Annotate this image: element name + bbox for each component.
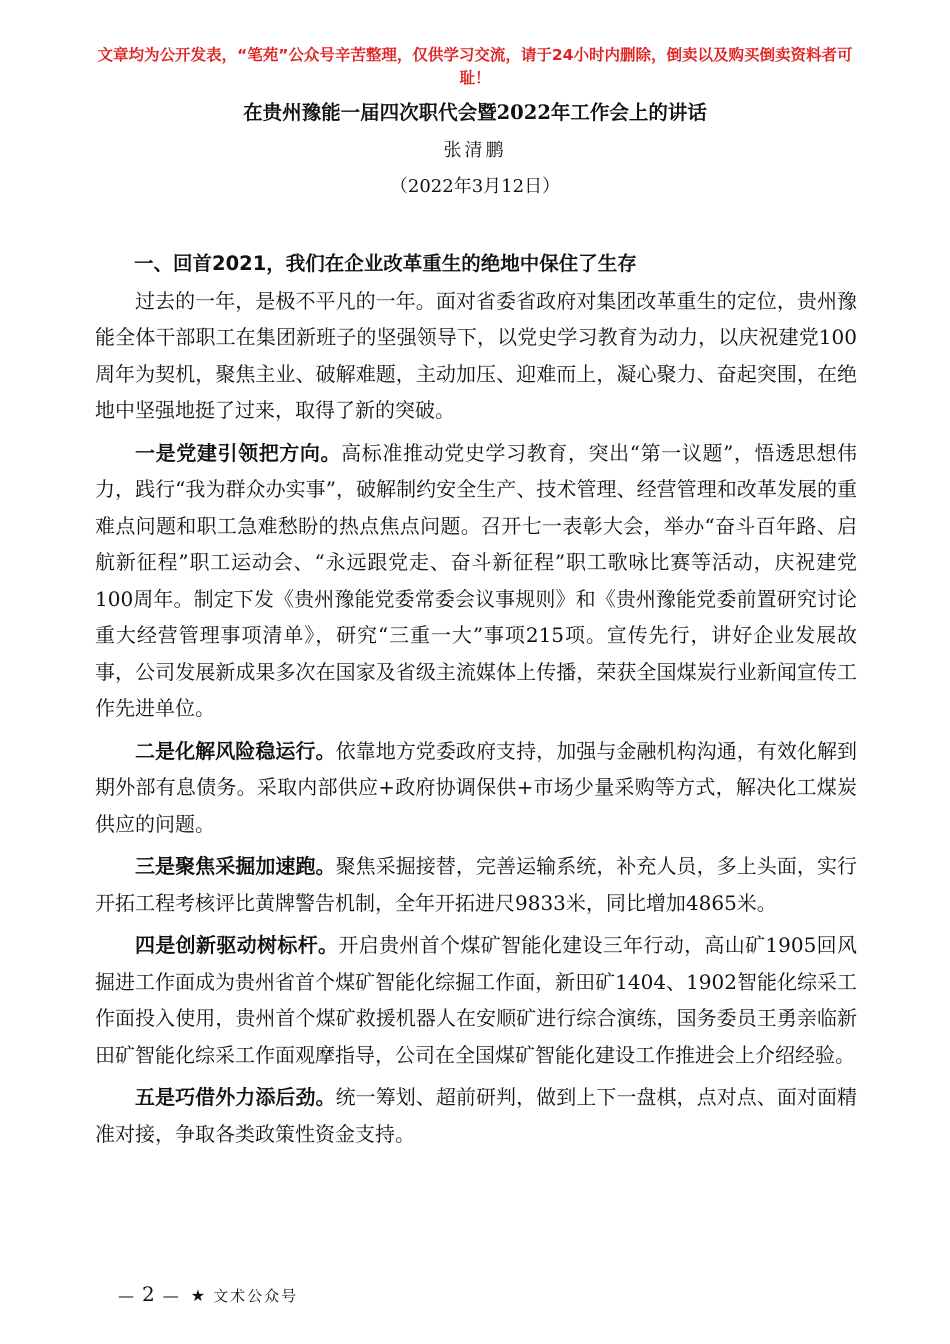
- paragraph-lead: 四是创新驱动树标杆。: [135, 933, 339, 957]
- paragraph-text: 高标准推动党史学习教育，突出“第一议题”，悟透思想伟力，践行“我为群众办实事”，破解制约安全生产、技术管理、经营管理和改革发展的重难点问题和职工急难愁盼的热点焦点问题。召开七一表彰大会，举办“奋斗百年路、启航新征程”职工运动会、“永远跟党走、奋斗新征程”职工歌咏比赛等活动，庆祝建党100周年。制定下发《贵州豫能党委常委会议事规则》和《贵州豫能党委前置研究讨论重大经营管理事项清单》，研究“三重一大”事项215项。宣传先行，讲好企业发展故事，公司发展新成果多次在国家及省级主流媒体上传播，荣获全国煤炭行业新闻宣传工作先进单位。: [95, 440, 857, 720]
- paragraph-mining: [95, 848, 857, 921]
- paragraph-external: [95, 1079, 857, 1152]
- document-title: 在贵州豫能一届四次职代会暨2022年工作会上的讲话: [243, 101, 707, 124]
- star-icon: ★: [190, 1286, 206, 1305]
- paragraph-text: 统一筹划、超前研判，做到上下一盘棋，点对点、面对面精准对接，争取各类政策性资金支持。: [95, 1085, 858, 1146]
- page-number: 2: [142, 1282, 155, 1306]
- document-body: [95, 246, 857, 1152]
- paragraph-party-building: [95, 435, 857, 727]
- author-name: 张清鹏: [443, 140, 507, 161]
- intro-paragraph: 过去的一年，是极不平凡的一年。面对省委省政府对集团改革重生的定位，贵州豫能全体干部职工在集团新班子的坚强领导下，以党史学习教育为动力，以庆祝建党100周年为契机，聚焦主业、破解难题，主动加压、迎难而上，凝心聚力、奋起突围，在绝地中坚强地挺了过来，取得了新的突破。: [95, 288, 857, 422]
- footer-brand: 文术公众号: [213, 1287, 299, 1305]
- paragraph-text: 聚焦采掘接替，完善运输系统，补充人员，多上头面，实行开拓工程考核评比黄牌警告机制，全年开拓进尺9833米，同比增加4865米。: [95, 854, 858, 915]
- paragraph-lead: 一是党建引领把方向。: [135, 440, 342, 465]
- page-footer: [118, 1282, 298, 1308]
- paragraph-lead: 三是聚焦采掘加速跑。: [135, 854, 336, 878]
- paragraph-lead: 二是化解风险稳运行。: [135, 738, 336, 763]
- speech-date: （2022年3月12日）: [389, 176, 561, 197]
- paragraph-innovation: [95, 927, 857, 1073]
- paragraph-risk: [95, 733, 857, 843]
- paragraph-text: 开启贵州首个煤矿智能化建设三年行动，高山矿1905回风掘进工作面成为贵州省首个煤矿智能化综掘工作面，新田矿1404、1902智能化综采工作面投入使用，贵州首个煤矿救援机器人在安顺矿进行综合演练，国务委员王勇亲临新田矿智能化综采工作面观摩指导，公司在全国煤矿智能化建设工作推进会上介绍经验。: [95, 933, 858, 1067]
- paragraph-lead: 五是巧借外力添后劲。: [135, 1085, 336, 1109]
- paragraph-text: 依靠地方党委政府支持，加强与金融机构沟通，有效化解到期外部有息债务。采取内部供应+政府协调保供+市场少量采购等方式，解决化工煤炭供应的问题。: [95, 738, 858, 836]
- copyright-notice: 文章均为公开发表，“笔苑”公众号辛苦整理，仅供学习交流，请于24小时内删除，倒卖以及购买倒卖资料者可耻！: [97, 46, 853, 87]
- footer-dash-left: —: [118, 1286, 134, 1305]
- section-heading-1: 一、回首2021，我们在企业改革重生的绝地中保住了生存: [134, 252, 637, 275]
- footer-dash-right: —: [162, 1286, 179, 1305]
